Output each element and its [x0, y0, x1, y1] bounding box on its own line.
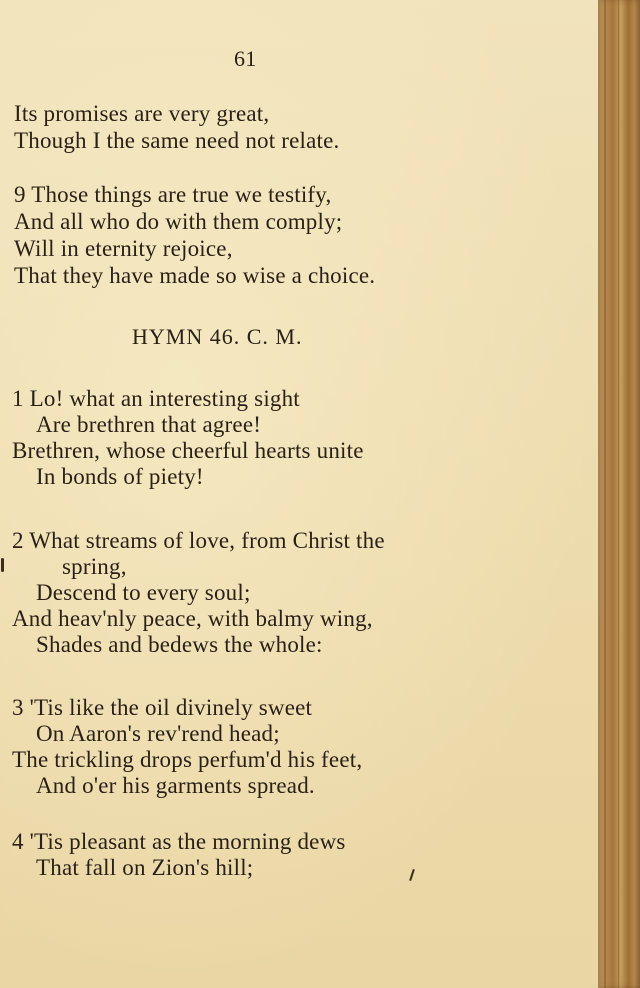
stanza-3-line-4: And o'er his garments spread. — [36, 773, 315, 798]
stanza-2-line-3: Descend to every soul; — [36, 580, 251, 605]
stanza-3-line-1: 3 'Tis like the oil divinely sweet — [12, 695, 313, 720]
stanza-2-line-4: And heav'nly peace, with balmy wing, — [12, 606, 373, 631]
verse-9-line-2: And all who do with them comply; — [14, 209, 343, 234]
stanza-2-line-1: 2 What streams of love, from Christ the — [12, 528, 385, 553]
stray-ink-mark — [409, 869, 415, 881]
stanza-4-line-2: That fall on Zion's hill; — [36, 855, 254, 880]
stanza-3-line-3: The trickling drops perfum'd his feet, — [12, 747, 363, 772]
stanza-1-line-3: Brethren, whose cheerful hearts unite — [12, 438, 364, 463]
stanza-2-line-5: Shades and bedews the whole: — [36, 632, 323, 657]
stanza-1-line-2: Are brethren that agree! — [36, 412, 262, 437]
page-number: 61 — [234, 46, 257, 71]
verse-9-line-4: That they have made so wise a choice. — [14, 263, 376, 288]
margin-ink-mark — [1, 558, 4, 572]
stanza-1-line-1: 1 Lo! what an interesting sight — [12, 386, 300, 411]
continuation-line-1: Its promises are very great, — [14, 101, 270, 126]
verse-9-line-3: Will in eternity rejoice, — [14, 236, 233, 261]
stanza-4-line-1: 4 'Tis pleasant as the morning dews — [12, 829, 346, 854]
continuation-line-2: Though I the same need not relate. — [14, 128, 340, 153]
hymn-heading: HYMN 46. C. M. — [132, 324, 303, 349]
stanza-2-line-2: spring, — [62, 554, 127, 579]
stanza-1-line-4: In bonds of piety! — [36, 464, 204, 489]
book-spine-edge — [598, 0, 640, 988]
stanza-3-line-2: On Aaron's rev'rend head; — [36, 721, 280, 746]
verse-9-line-1: 9 Those things are true we testify, — [14, 182, 332, 207]
